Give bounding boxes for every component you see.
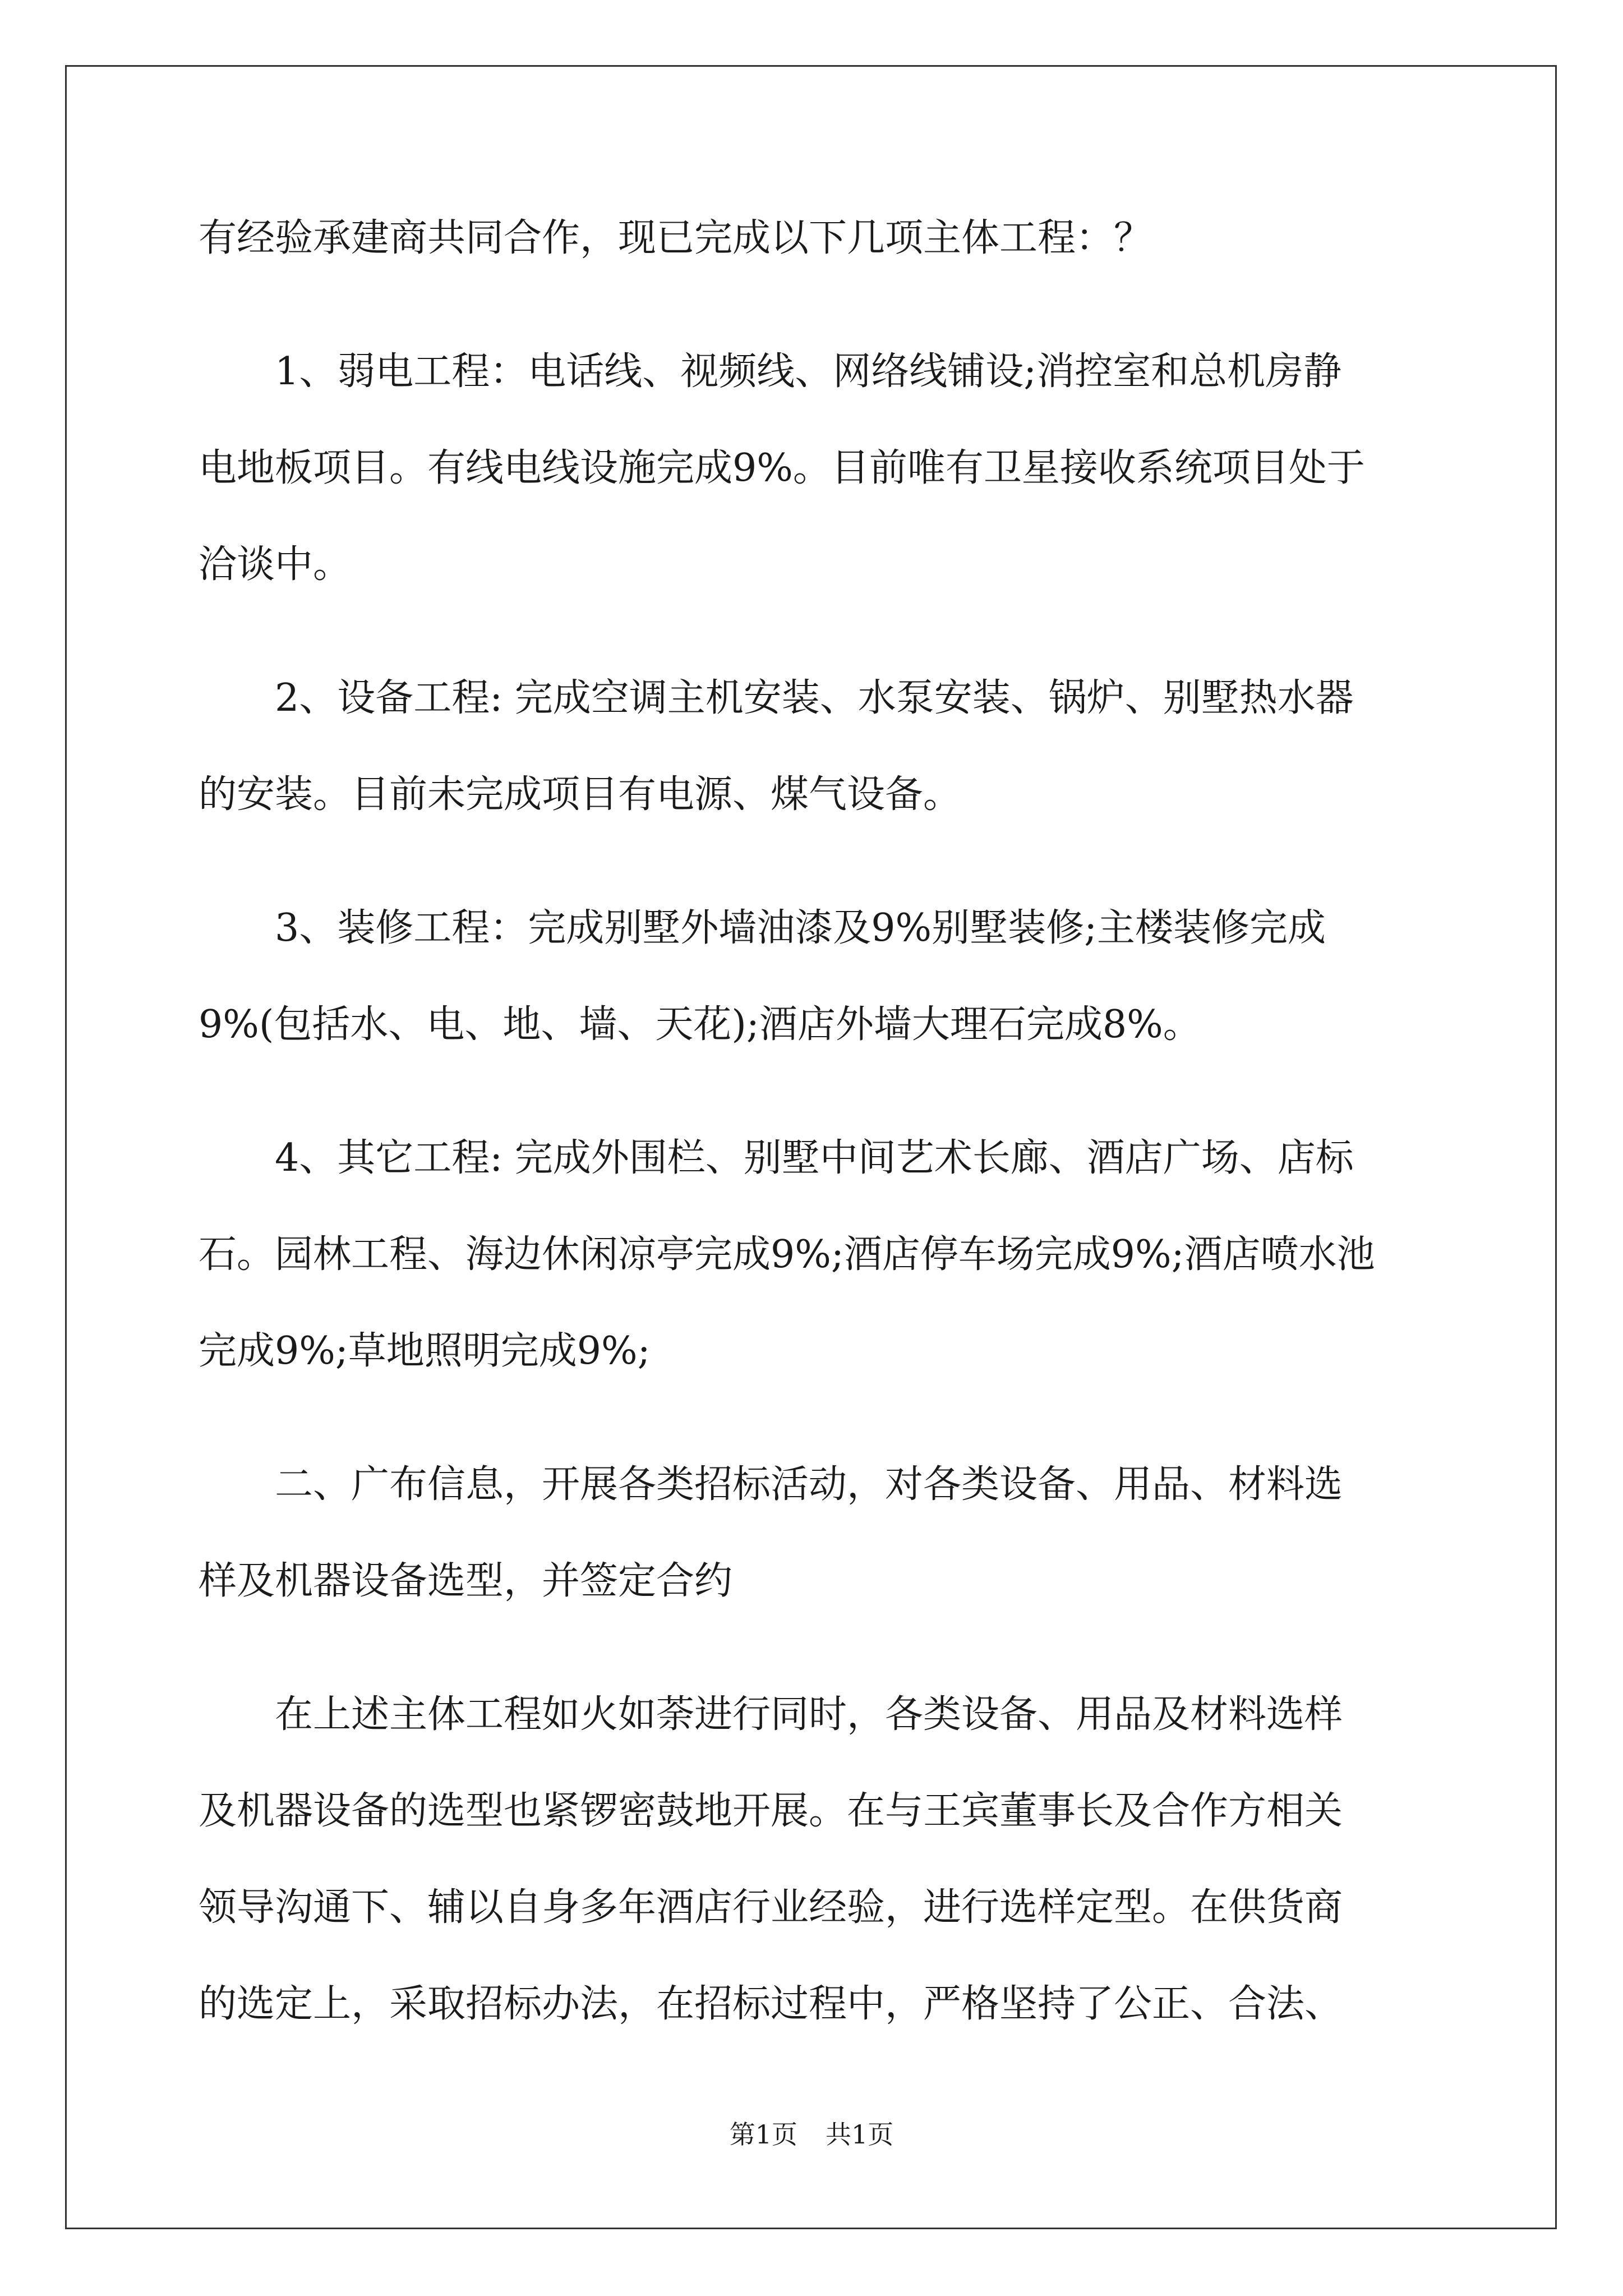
text-line: 1、弱电工程：电话线、视频线、网络线铺设;消控室和总机房静 [275, 349, 1342, 394]
text-line: 有经验承建商共同合作，现已完成以下几项主体工程：？ [199, 216, 1152, 260]
text-line: 2、设备工程: 完成空调主机安装、水泵安装、锅炉、别墅热水器 [275, 676, 1354, 720]
text-line: 的安装。目前未完成项目有电源、煤气设备。 [199, 772, 962, 817]
document-body [199, 213, 1427, 2030]
text-line: 领导沟通下、辅以自身多年酒店行业经验，进行选样定型。在供货商 [199, 1885, 1343, 1930]
text-line: 样及机器设备选型，并签定合约 [199, 1559, 733, 1603]
text-line: 3、装修工程：完成别墅外墙油漆及9%别墅装修;主楼装修完成 [275, 906, 1326, 950]
text-line: 4、其它工程: 完成外围栏、别墅中间艺术长廊、酒店广场、店标 [275, 1136, 1354, 1180]
text-line: 石。园林工程、海边休闲凉亭完成9%;酒店停车场完成9%;酒店喷水池 [199, 1232, 1375, 1277]
text-line: 洽谈中。 [199, 542, 352, 587]
text-line: 二、广布信息，开展各类招标活动，对各类设备、用品、材料选 [275, 1462, 1343, 1507]
text-line: 完成9%;草地照明完成9%; [199, 1329, 651, 1373]
page-total: 共1页 [826, 2119, 894, 2150]
page-number: 第1页 [729, 2119, 797, 2150]
page-footer [0, 2118, 1623, 2151]
text-line: 的选定上，采取招标办法，在招标过程中，严格坚持了公正、合法、 [199, 1982, 1343, 2026]
text-line: 及机器设备的选型也紧锣密鼓地开展。在与王宾董事长及合作方相关 [199, 1789, 1343, 1833]
text-line: 9%(包括水、电、地、墙、天花);酒店外墙大理石完成8%。 [199, 1002, 1201, 1047]
text-line: 在上述主体工程如火如荼进行同时，各类设备、用品及材料选样 [275, 1692, 1343, 1737]
text-line: 电地板项目。有线电线设施完成9%。目前唯有卫星接收系统项目处于 [199, 446, 1365, 490]
